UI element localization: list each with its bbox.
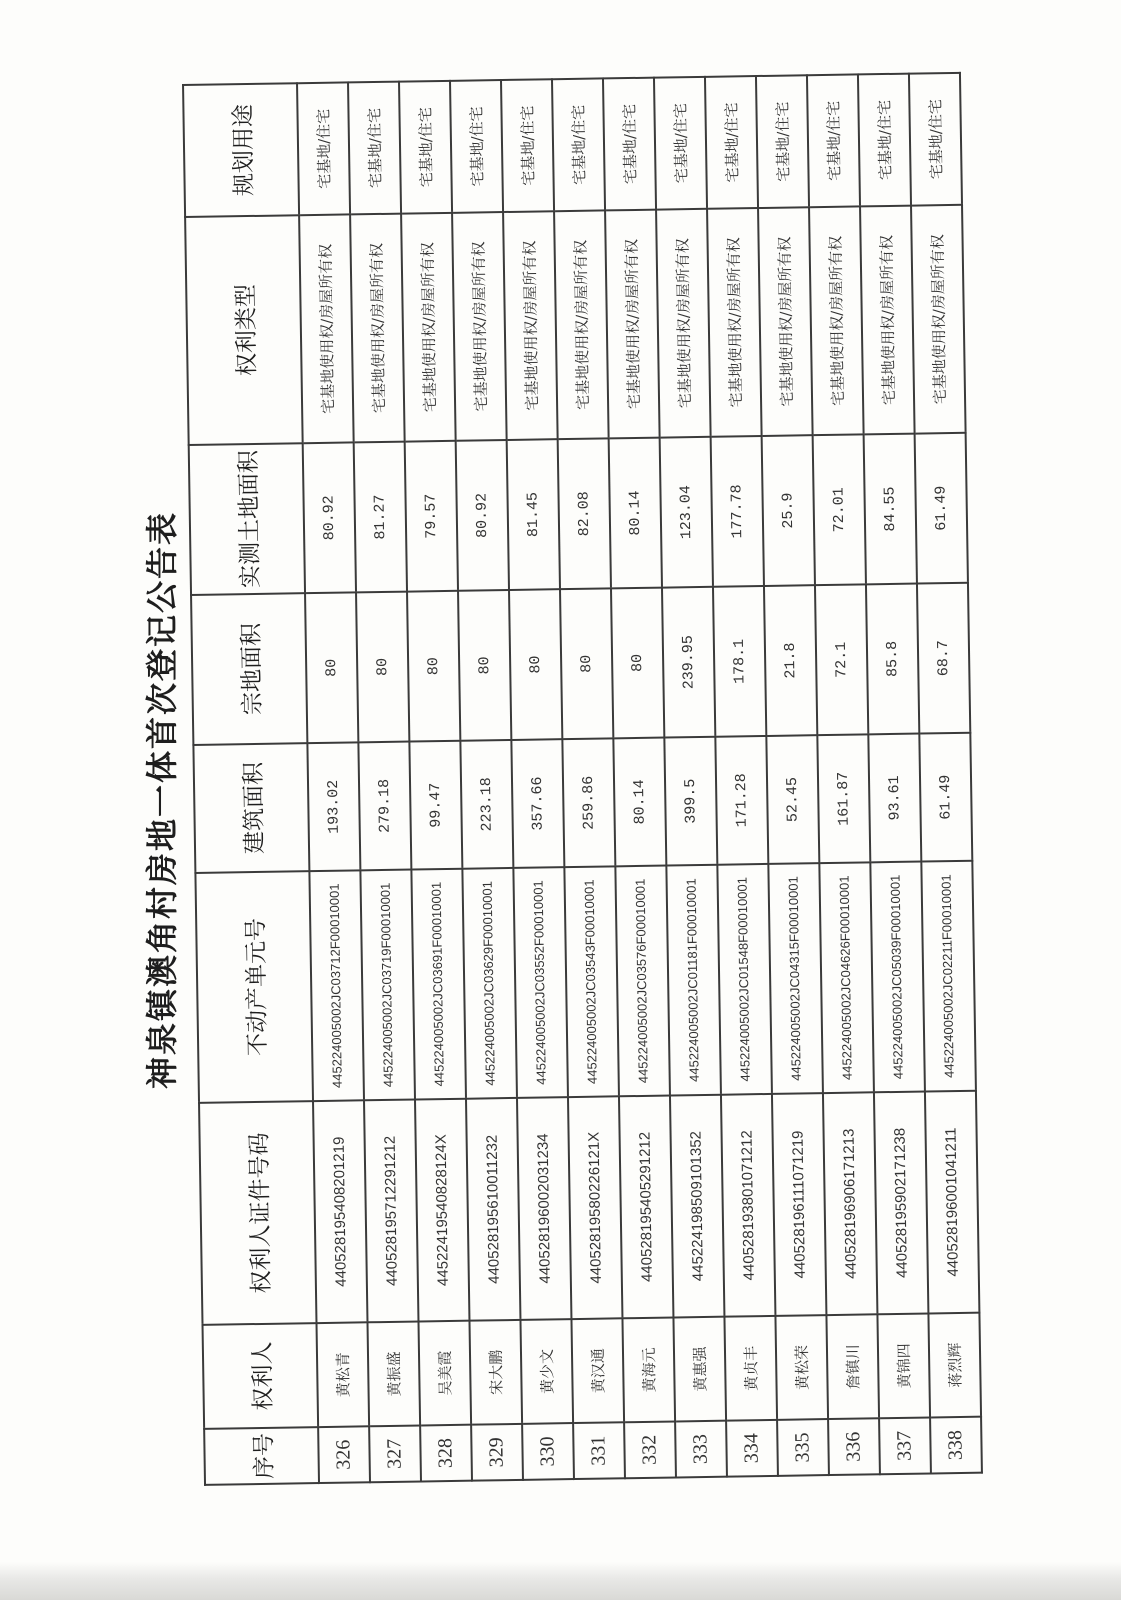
cell-parcel-area: 239.95 bbox=[662, 587, 715, 738]
header-building-area: 建筑面积 bbox=[193, 743, 309, 873]
header-owner: 权利人 bbox=[203, 1323, 319, 1429]
cell-id-number: 44522419540828124X bbox=[415, 1099, 469, 1322]
cell-measured-area: 72.01 bbox=[813, 434, 866, 585]
cell-seq: 326 bbox=[318, 1426, 370, 1483]
cell-building-area: 99.47 bbox=[409, 741, 462, 870]
table-body bbox=[297, 73, 982, 1483]
header-parcel-area: 宗地面积 bbox=[191, 593, 307, 745]
cell-right-type: 宅基地使用权/房屋所有权 bbox=[758, 207, 813, 436]
cell-owner: 詹镇川 bbox=[826, 1314, 879, 1419]
header-unit-number: 不动产单元号 bbox=[195, 871, 313, 1103]
cell-id-number: 440528195712291212 bbox=[364, 1100, 418, 1323]
header-row bbox=[183, 83, 319, 1485]
cell-measured-area: 177.78 bbox=[711, 436, 764, 587]
cell-right-type: 宅基地使用权/房屋所有权 bbox=[452, 212, 507, 441]
cell-unit-number: 445224005002JC05039F00010001 bbox=[870, 862, 925, 1093]
cell-unit-number: 445224005002JC03552F00010001 bbox=[513, 867, 568, 1098]
cell-unit-number: 445224005002JC03629F00010001 bbox=[462, 868, 517, 1099]
header-right-type: 权利类型 bbox=[185, 215, 303, 445]
cell-building-area: 171.28 bbox=[715, 736, 768, 865]
cell-seq: 337 bbox=[879, 1417, 931, 1474]
cell-planned-use: 宅基地/住宅 bbox=[909, 73, 962, 206]
cell-parcel-area: 21.8 bbox=[764, 585, 817, 736]
cell-planned-use: 宅基地/住宅 bbox=[756, 75, 809, 208]
cell-planned-use: 宅基地/住宅 bbox=[297, 82, 350, 215]
cell-owner: 黄海元 bbox=[622, 1317, 675, 1422]
cell-owner: 黄松青 bbox=[316, 1322, 369, 1427]
cell-owner: 黄松荣 bbox=[775, 1315, 828, 1420]
cell-owner: 黄锦四 bbox=[877, 1313, 930, 1418]
cell-building-area: 61.49 bbox=[919, 733, 972, 862]
cell-seq: 331 bbox=[573, 1422, 625, 1479]
cell-owner: 宋大鹏 bbox=[469, 1320, 522, 1425]
rotated-table-frame bbox=[182, 74, 967, 1486]
cell-owner: 黄惠强 bbox=[673, 1317, 726, 1422]
cell-owner: 黄少文 bbox=[520, 1319, 573, 1424]
cell-building-area: 161.87 bbox=[817, 734, 870, 863]
cell-parcel-area: 68.7 bbox=[917, 583, 970, 734]
cell-id-number: 440528196111071219 bbox=[772, 1093, 826, 1316]
cell-owner: 吴美霞 bbox=[418, 1321, 471, 1426]
cell-seq: 329 bbox=[471, 1424, 523, 1481]
cell-unit-number: 445224005002JC03543F00010001 bbox=[564, 866, 619, 1097]
cell-planned-use: 宅基地/住宅 bbox=[603, 78, 656, 211]
cell-unit-number: 445224005002JC01181F00010001 bbox=[666, 865, 721, 1096]
cell-parcel-area: 80 bbox=[509, 589, 562, 740]
cell-right-type: 宅基地使用权/房屋所有权 bbox=[809, 206, 864, 435]
cell-right-type: 宅基地使用权/房屋所有权 bbox=[605, 210, 660, 439]
cell-planned-use: 宅基地/住宅 bbox=[807, 74, 860, 207]
cell-seq: 335 bbox=[777, 1419, 829, 1476]
cell-measured-area: 80.92 bbox=[456, 440, 509, 591]
cell-id-number: 440528195902171238 bbox=[874, 1092, 928, 1315]
cell-planned-use: 宅基地/住宅 bbox=[501, 79, 554, 212]
cell-right-type: 宅基地使用权/房屋所有权 bbox=[350, 214, 405, 443]
cell-seq: 333 bbox=[675, 1421, 727, 1478]
cell-unit-number: 445224005002JC03576F00010001 bbox=[615, 866, 670, 1097]
cell-right-type: 宅基地使用权/房屋所有权 bbox=[860, 206, 915, 435]
cell-building-area: 93.61 bbox=[868, 734, 921, 863]
cell-right-type: 宅基地使用权/房屋所有权 bbox=[299, 214, 354, 443]
cell-seq: 336 bbox=[828, 1418, 880, 1475]
cell-seq: 330 bbox=[522, 1423, 574, 1480]
cell-id-number: 440528193801071212 bbox=[721, 1094, 775, 1317]
cell-planned-use: 宅基地/住宅 bbox=[450, 80, 503, 213]
cell-owner: 蒋烈辉 bbox=[928, 1313, 981, 1418]
cell-planned-use: 宅基地/住宅 bbox=[705, 76, 758, 209]
cell-building-area: 399.5 bbox=[664, 737, 717, 866]
cell-building-area: 357.66 bbox=[511, 739, 564, 868]
cell-building-area: 80.14 bbox=[613, 738, 666, 867]
cell-measured-area: 61.49 bbox=[915, 433, 968, 584]
scan-bottom-edge bbox=[0, 1562, 1121, 1600]
cell-parcel-area: 80 bbox=[611, 588, 664, 739]
cell-measured-area: 81.27 bbox=[354, 442, 407, 593]
cell-owner: 黄振盛 bbox=[367, 1321, 420, 1426]
cell-unit-number: 445224005002JC04626F00010001 bbox=[819, 862, 874, 1093]
cell-planned-use: 宅基地/住宅 bbox=[654, 77, 707, 210]
cell-parcel-area: 80 bbox=[407, 591, 460, 742]
cell-right-type: 宅基地使用权/房屋所有权 bbox=[707, 208, 762, 437]
cell-id-number: 440528196906171213 bbox=[823, 1092, 877, 1315]
cell-unit-number: 445224005002JC04315F00010001 bbox=[768, 863, 823, 1094]
cell-id-number: 440528195610011232 bbox=[466, 1098, 520, 1321]
cell-planned-use: 宅基地/住宅 bbox=[348, 82, 401, 215]
cell-right-type: 宅基地使用权/房屋所有权 bbox=[554, 210, 609, 439]
cell-planned-use: 宅基地/住宅 bbox=[858, 74, 911, 207]
cell-parcel-area: 80 bbox=[305, 592, 358, 743]
cell-id-number: 440528195408201219 bbox=[313, 1100, 367, 1323]
table-container bbox=[182, 74, 967, 1486]
cell-parcel-area: 72.1 bbox=[815, 584, 868, 735]
cell-measured-area: 84.55 bbox=[864, 434, 917, 585]
header-seq: 序号 bbox=[204, 1427, 319, 1485]
cell-parcel-area: 80 bbox=[560, 588, 613, 739]
header-id-number: 权利人证件号码 bbox=[199, 1101, 316, 1325]
announcement-table bbox=[182, 72, 983, 1486]
cell-measured-area: 82.08 bbox=[558, 438, 611, 589]
cell-parcel-area: 80 bbox=[458, 590, 511, 741]
cell-id-number: 440528196001041211 bbox=[925, 1091, 979, 1314]
cell-parcel-area: 80 bbox=[356, 592, 409, 743]
cell-id-number: 44052819580226121X bbox=[568, 1096, 622, 1319]
cell-unit-number: 445224005002JC03712F00010001 bbox=[309, 870, 364, 1101]
cell-building-area: 193.02 bbox=[307, 742, 360, 871]
cell-id-number: 440528195405291212 bbox=[619, 1096, 673, 1319]
cell-measured-area: 123.04 bbox=[660, 437, 713, 588]
cell-building-area: 52.45 bbox=[766, 735, 819, 864]
cell-measured-area: 79.57 bbox=[405, 441, 458, 592]
cell-unit-number: 445224005002JC03691F00010001 bbox=[411, 869, 466, 1100]
cell-building-area: 279.18 bbox=[358, 742, 411, 871]
page-title: 神泉镇澳角村房地一体首次登记公告表 bbox=[143, 510, 181, 1090]
cell-measured-area: 80.92 bbox=[303, 442, 356, 593]
cell-seq: 334 bbox=[726, 1420, 778, 1477]
cell-owner: 黄汉通 bbox=[571, 1318, 624, 1423]
cell-parcel-area: 85.8 bbox=[866, 584, 919, 735]
cell-planned-use: 宅基地/住宅 bbox=[399, 81, 452, 214]
cell-id-number: 440528196002031234 bbox=[517, 1097, 571, 1320]
cell-right-type: 宅基地使用权/房屋所有权 bbox=[401, 213, 456, 442]
cell-measured-area: 25.9 bbox=[762, 435, 815, 586]
cell-unit-number: 445224005002JC03719F00010001 bbox=[360, 870, 415, 1101]
cell-unit-number: 445224005002JC01548F00010001 bbox=[717, 864, 772, 1095]
cell-seq: 332 bbox=[624, 1421, 676, 1478]
cell-building-area: 223.18 bbox=[460, 740, 513, 869]
cell-unit-number: 445224005002JC02211F00010001 bbox=[921, 861, 976, 1092]
cell-planned-use: 宅基地/住宅 bbox=[552, 78, 605, 211]
cell-right-type: 宅基地使用权/房屋所有权 bbox=[503, 211, 558, 440]
cell-right-type: 宅基地使用权/房屋所有权 bbox=[911, 205, 966, 434]
cell-owner: 黄贞丰 bbox=[724, 1316, 777, 1421]
cell-id-number: 445224198509101352 bbox=[670, 1095, 724, 1318]
cell-measured-area: 81.45 bbox=[507, 439, 560, 590]
cell-right-type: 宅基地使用权/房屋所有权 bbox=[656, 209, 711, 438]
cell-parcel-area: 178.1 bbox=[713, 586, 766, 737]
cell-seq: 338 bbox=[930, 1417, 982, 1474]
cell-seq: 328 bbox=[420, 1425, 472, 1482]
cell-seq: 327 bbox=[369, 1425, 421, 1482]
header-planned-use: 规划用途 bbox=[183, 83, 299, 217]
cell-building-area: 259.86 bbox=[562, 738, 615, 867]
cell-measured-area: 80.14 bbox=[609, 438, 662, 589]
header-measured-area: 实测土地面积 bbox=[189, 443, 305, 595]
